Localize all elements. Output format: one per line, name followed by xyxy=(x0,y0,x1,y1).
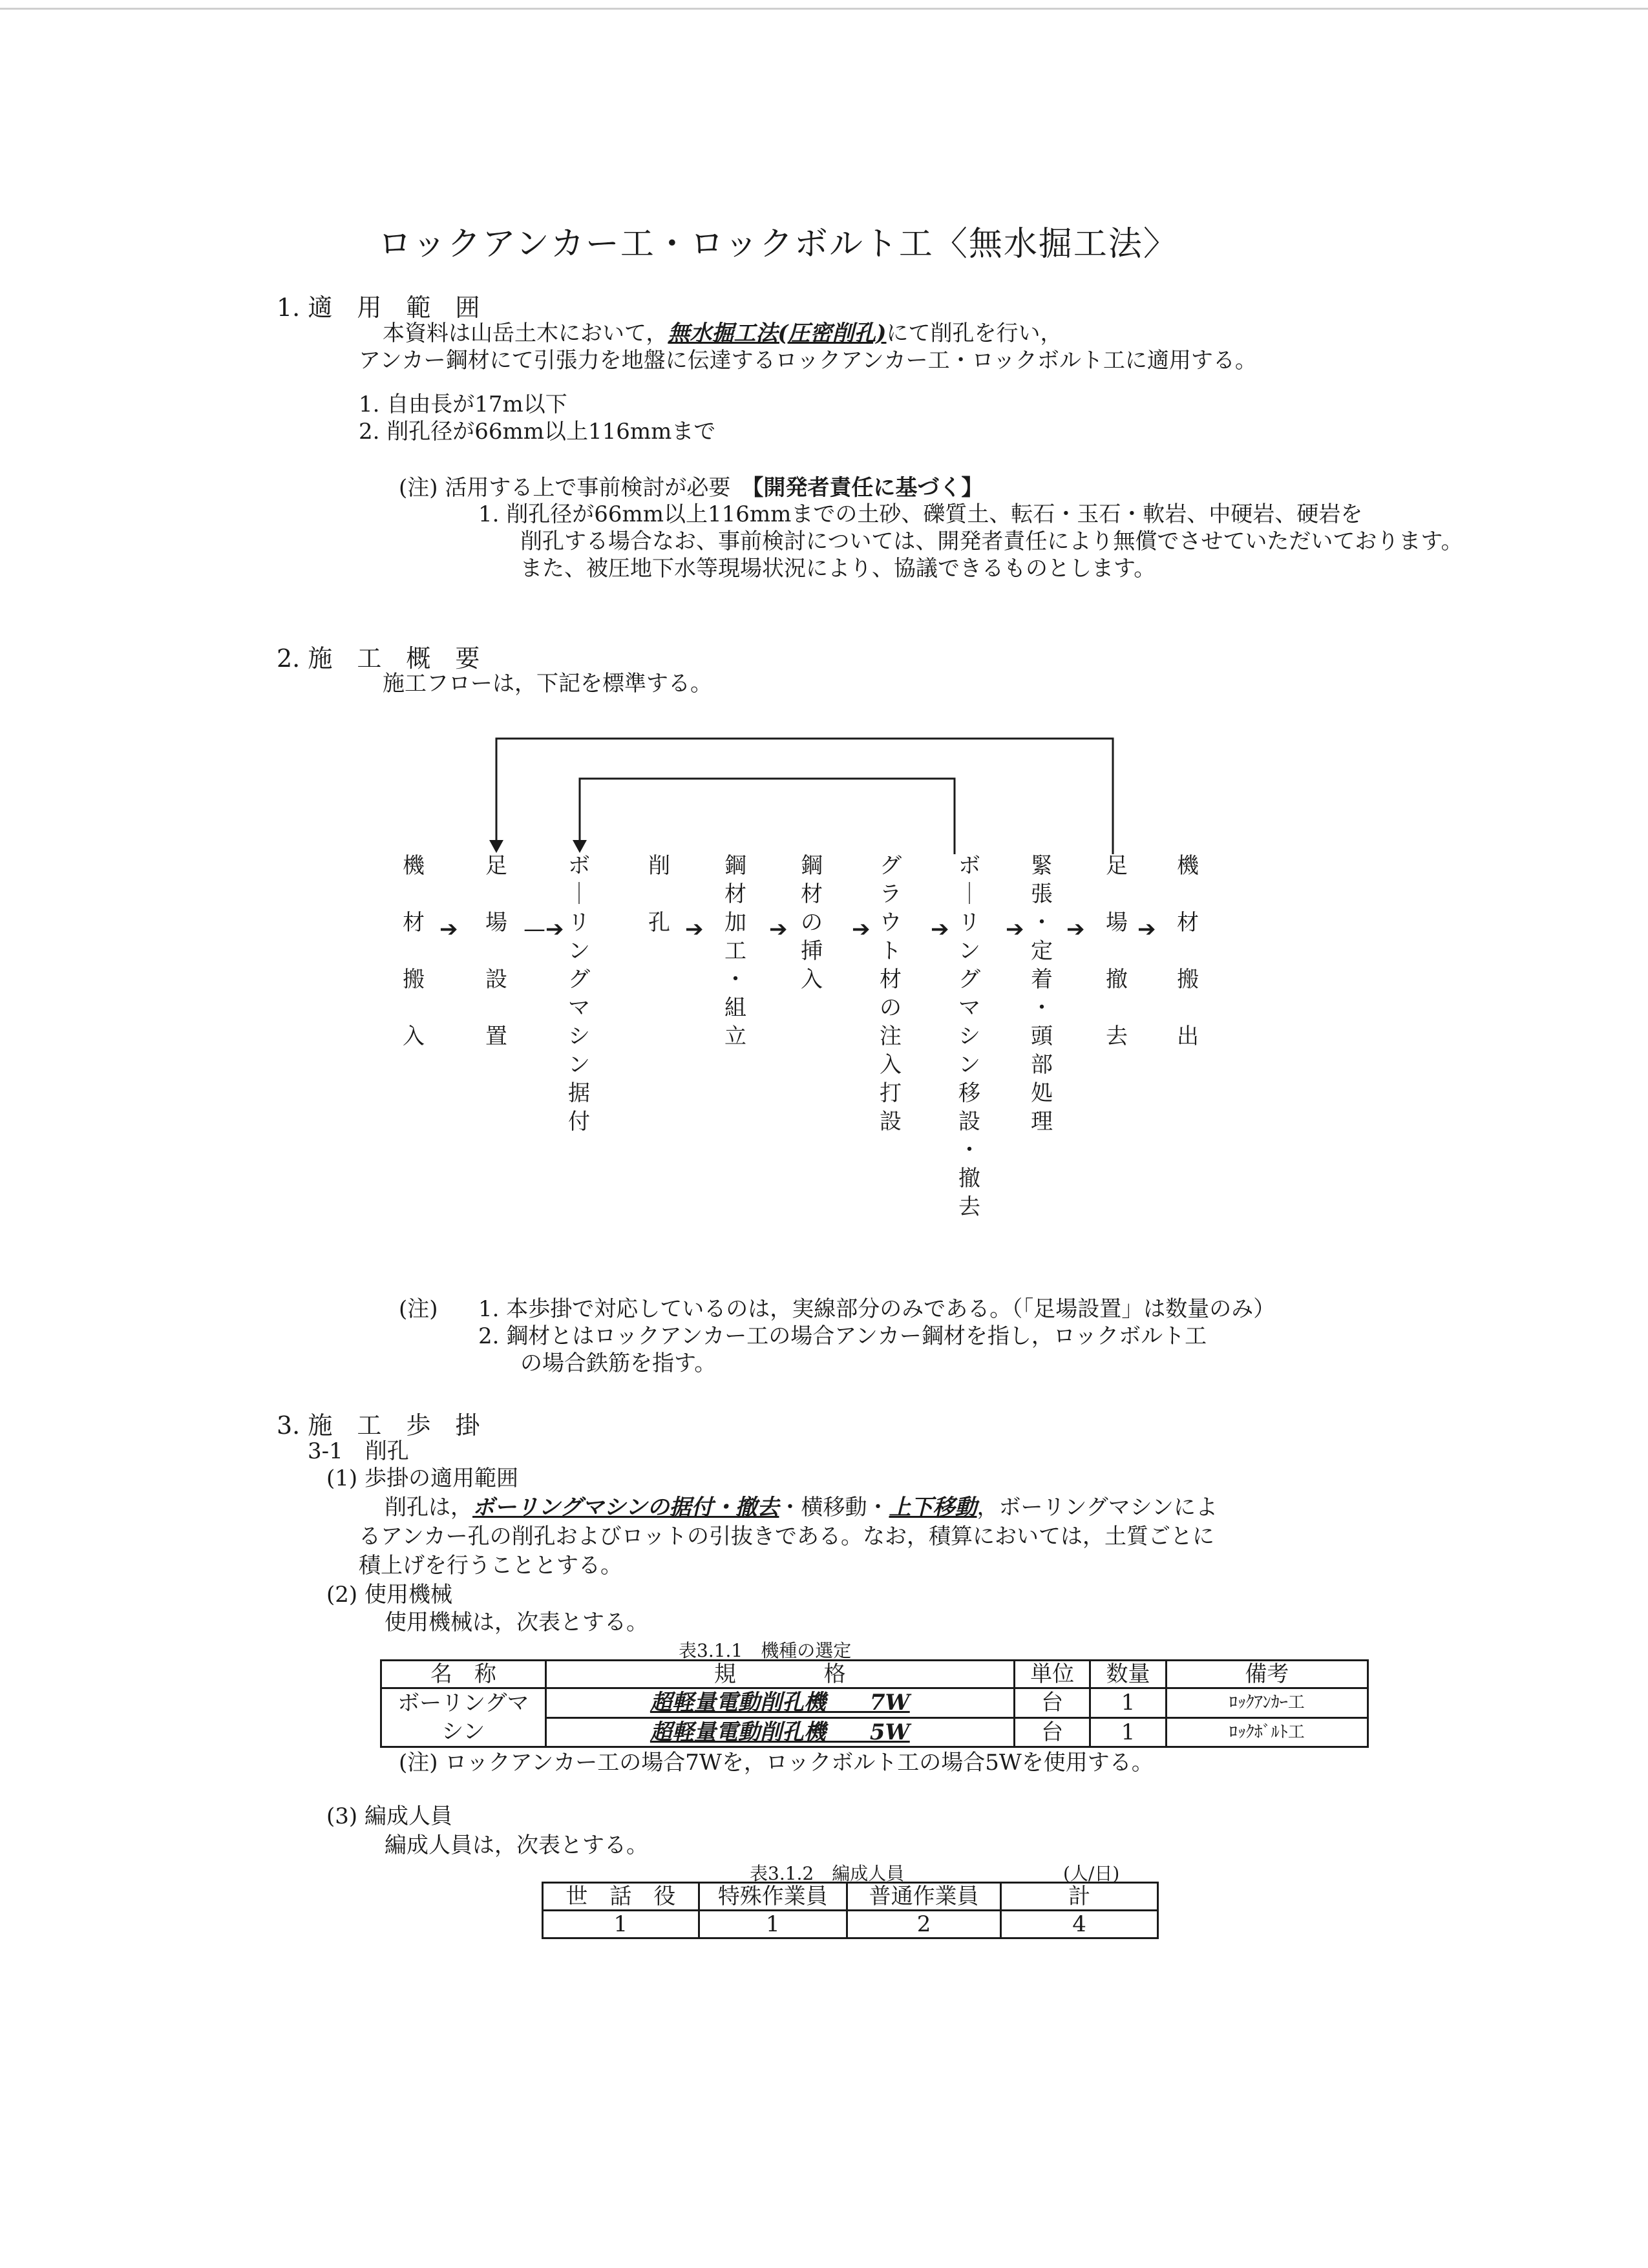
flow-step-char: 材 xyxy=(801,881,823,907)
flow-step-char: 入 xyxy=(880,1052,902,1078)
section2-note-3: の場合鉄筋を指す。 xyxy=(520,1350,717,1376)
section1-note-2: 削孔する場合なお、事前検討については、開発者責任により無償でさせていただいております。 xyxy=(520,529,1463,554)
section1-note-1: 1. 削孔径が66mm以上116mmまでの土砂、礫質土、転石・玉石・軟岩、中硬岩、硬岩を xyxy=(478,501,1363,527)
flow-arrow-3: ➔ xyxy=(685,916,704,942)
section2-intro: 施工フローは，下記を標準する。 xyxy=(383,671,712,697)
flow-step-char: ン xyxy=(568,1052,590,1078)
foreman-count: 1 xyxy=(543,1911,699,1938)
table1-caption: 表3.1.1 機種の選定 xyxy=(679,1640,852,1661)
flow-step-char: 部 xyxy=(1031,1052,1053,1078)
sub1-emphasis-2: 上下移動 xyxy=(889,1495,977,1520)
flow-step-char: 注 xyxy=(880,1024,902,1049)
flow-step-char: ン xyxy=(958,938,980,964)
flow-step-char: 工 xyxy=(724,938,746,964)
machine-table xyxy=(380,1659,1369,1748)
table-row xyxy=(543,1911,1158,1938)
flow-step-char: 定 xyxy=(1031,938,1053,964)
flow-step-char: 立 xyxy=(724,1024,746,1049)
total-count: 4 xyxy=(1001,1911,1158,1938)
flow-step-char: ン xyxy=(568,938,590,964)
scope-item-1: 1. 自由長が17m以下 xyxy=(359,392,567,417)
flow-step-char: 設 xyxy=(958,1109,980,1135)
note-bracket: 【開発者責任に基づく】 xyxy=(752,475,984,501)
flow-step-char: ボ xyxy=(958,853,980,879)
flow-step-char: 理 xyxy=(1031,1109,1053,1135)
flow-step-char: 入 xyxy=(403,1024,425,1049)
flow-step-8 xyxy=(950,852,989,1221)
flow-step-char: 鋼 xyxy=(801,853,823,879)
flow-step-char: グ xyxy=(958,967,980,992)
machine-table-header-row xyxy=(381,1661,1368,1688)
flow-step-char: 足 xyxy=(1106,853,1128,879)
flow-arrow-8: ➔ xyxy=(1066,916,1085,942)
flow-step-char: 去 xyxy=(1106,1024,1128,1049)
th-name: 名 称 xyxy=(381,1661,546,1688)
flow-step-char: 設 xyxy=(880,1109,902,1135)
flow-step-char: ン xyxy=(958,1052,980,1078)
qty-cell: 1 xyxy=(1090,1717,1166,1747)
section2-note-1: 1. 本歩掛で対応しているのは，実線部分のみである。（「足場設置」は数量のみ） xyxy=(478,1296,1276,1322)
flow-step-char: シ xyxy=(958,1024,980,1049)
flow-step-char: 打 xyxy=(880,1080,902,1106)
flow-step-4 xyxy=(640,852,679,965)
sub3-text: 編成人員は，次表とする。 xyxy=(385,1832,648,1858)
note-cell: ﾛｯｸﾎﾞﾙﾄ工 xyxy=(1166,1717,1368,1747)
flow-loop-lines xyxy=(0,0,1648,905)
flow-step-char: ウ xyxy=(880,910,902,936)
th-note: 備考 xyxy=(1166,1661,1368,1688)
section1-note-3: また、被圧地下水等現場状況により、協議できるものとします。 xyxy=(520,556,1156,582)
flow-step-char: 頭 xyxy=(1031,1024,1053,1049)
special-worker-count: 1 xyxy=(699,1911,847,1938)
flow-step-char: 緊 xyxy=(1031,853,1053,879)
staffing-table xyxy=(542,1882,1159,1939)
flow-step-char: 処 xyxy=(1031,1080,1053,1106)
flow-step-char: 機 xyxy=(1177,853,1199,879)
th-spec: 規 格 xyxy=(545,1661,1014,1688)
sub1-line1 xyxy=(385,1489,1218,1521)
flow-step-7 xyxy=(871,852,910,1136)
flow-step-char: 置 xyxy=(485,1024,507,1049)
spec-cell: 超軽量電動削孔機 5W xyxy=(545,1717,1014,1747)
flow-step-char: 設 xyxy=(485,967,507,992)
outer-loop-arrowhead xyxy=(489,840,503,853)
sub1-text-b: ・横移動・ xyxy=(779,1495,889,1520)
sub1-text-c: ，ボーリングマシンによ xyxy=(977,1495,1218,1520)
table2-unit: (人/日) xyxy=(1063,1863,1120,1884)
sub3-heading: (3) 編成人員 xyxy=(326,1803,452,1829)
flow-step-char: 据 xyxy=(568,1080,590,1106)
th-general-worker: 普通作業員 xyxy=(847,1883,1000,1911)
flow-step-char: ・ xyxy=(724,967,746,992)
table-row xyxy=(381,1688,1368,1718)
flow-step-char: 足 xyxy=(485,853,507,879)
note-head-text: (注) 活用する上で事前検討が必要 xyxy=(399,475,731,501)
sub1-text-a: 削孔は， xyxy=(385,1495,472,1520)
spec-cell: 超軽量電動削孔機 7W xyxy=(545,1688,1014,1718)
section1-heading: 1. 適 用 範 囲 xyxy=(277,293,480,322)
inner-loop-line xyxy=(580,779,955,854)
flow-arrow-2: —➔ xyxy=(523,916,564,942)
flow-step-char: 組 xyxy=(724,995,746,1021)
machine-name-cell: ボーリングマシン xyxy=(381,1688,546,1747)
flow-step-char: 搬 xyxy=(1177,967,1199,992)
flow-step-char: の xyxy=(880,995,902,1021)
flow-step-11 xyxy=(1168,852,1207,1079)
flow-step-char: 挿 xyxy=(801,938,823,964)
sub1-emphasis-1: ボーリングマシンの据付・撤去 xyxy=(472,1495,779,1520)
flow-step-char: 削 xyxy=(648,853,670,879)
flow-step-3 xyxy=(560,852,598,1136)
outer-loop-line xyxy=(496,739,1113,854)
p1-text-a: 本資料は山岳土木において， xyxy=(383,320,668,346)
flow-step-char: ボ xyxy=(568,853,590,879)
table1-note: (注) ロックアンカー工の場合7Wを，ロックボルト工の場合5Wを使用する。 xyxy=(399,1750,1154,1776)
flow-step-char: マ xyxy=(958,995,980,1021)
inner-loop-arrowhead xyxy=(573,840,587,853)
flow-step-char: 鋼 xyxy=(724,853,746,879)
flow-step-char: 移 xyxy=(958,1080,980,1106)
flow-step-char: ラ xyxy=(880,881,902,907)
flow-step-char: 張 xyxy=(1031,881,1053,907)
th-foreman: 世 話 役 xyxy=(543,1883,699,1911)
flow-step-char: ・ xyxy=(1031,995,1053,1021)
flow-step-10 xyxy=(1097,852,1136,1079)
th-special-worker: 特殊作業員 xyxy=(699,1883,847,1911)
flow-step-char: ・ xyxy=(958,1137,980,1163)
flow-step-char: リ xyxy=(958,910,980,936)
staffing-header-row xyxy=(543,1883,1158,1911)
flow-step-char: 去 xyxy=(958,1194,980,1220)
flow-step-2 xyxy=(477,852,516,1079)
unit-cell: 台 xyxy=(1014,1688,1090,1718)
flow-arrow-1: ➔ xyxy=(439,916,458,942)
section1-paragraph-line2: アンカー鋼材にて引張力を地盤に伝達するロックアンカー工・ロックボルト工に適用する。 xyxy=(359,348,1257,373)
flow-step-char: 材 xyxy=(880,967,902,992)
flow-step-char: シ xyxy=(568,1024,590,1049)
th-qty: 数量 xyxy=(1090,1661,1166,1688)
flow-step-9 xyxy=(1022,852,1061,1136)
flow-step-char: ・ xyxy=(1031,910,1053,936)
flow-arrow-4: ➔ xyxy=(769,916,788,942)
flow-arrow-6: ➔ xyxy=(931,916,949,942)
flow-arrow-7: ➔ xyxy=(1006,916,1024,942)
flow-step-char: 機 xyxy=(403,853,425,879)
table2-caption: 表3.1.2 編成人員 xyxy=(750,1863,905,1884)
flow-step-char: 材 xyxy=(724,881,746,907)
flow-step-char: 付 xyxy=(568,1109,590,1135)
flow-step-char: マ xyxy=(568,995,590,1021)
flow-step-char: 撤 xyxy=(1106,967,1128,992)
section3-subheading: 3-1 削孔 xyxy=(308,1438,409,1464)
flow-step-char: 材 xyxy=(1177,910,1199,936)
scope-item-2: 2. 削孔径が66mm以上116mmまで xyxy=(359,419,716,445)
section2-note-2: 2. 鋼材とはロックアンカー工の場合アンカー鋼材を指し，ロックボルト工 xyxy=(478,1323,1207,1349)
page-title: ロックアンカー工・ロックボルト工〈無水掘工法〉 xyxy=(378,225,1178,264)
p1-emphasis: 無水掘工法(圧密削孔) xyxy=(668,320,887,346)
flow-step-char: 搬 xyxy=(403,967,425,992)
qty-cell: 1 xyxy=(1090,1688,1166,1718)
sub2-text: 使用機械は，次表とする。 xyxy=(385,1610,648,1635)
th-total: 計 xyxy=(1001,1883,1158,1911)
flow-step-6 xyxy=(792,852,831,994)
flow-arrow-9: ➔ xyxy=(1137,916,1156,942)
flow-step-5 xyxy=(716,852,755,1051)
section3-heading: 3. 施 工 歩 掛 xyxy=(277,1411,480,1440)
flow-step-char: の xyxy=(801,910,823,936)
flow-step-char: 出 xyxy=(1177,1024,1199,1049)
sub1-heading: (1) 歩掛の適用範囲 xyxy=(326,1465,518,1491)
note-cell: ﾛｯｸｱﾝｶｰ工 xyxy=(1166,1688,1368,1718)
flow-step-char: 材 xyxy=(403,910,425,936)
flow-step-char: 入 xyxy=(801,967,823,992)
flow-step-char: 着 xyxy=(1031,967,1053,992)
section2-note-label: (注) xyxy=(399,1296,438,1322)
p1-text-b: にて削孔を行い， xyxy=(886,320,1062,346)
sub2-heading: (2) 使用機械 xyxy=(326,1582,452,1608)
flow-step-char: グ xyxy=(880,853,902,879)
flow-step-char: ｜ xyxy=(568,881,590,907)
section2-heading: 2. 施 工 概 要 xyxy=(277,644,480,673)
flow-step-char: 孔 xyxy=(648,910,670,936)
flow-step-char: グ xyxy=(568,967,590,992)
sub1-line3: 積上げを行うこととする。 xyxy=(359,1553,622,1579)
th-unit: 単位 xyxy=(1014,1661,1090,1688)
unit-cell: 台 xyxy=(1014,1717,1090,1747)
flow-step-char: ト xyxy=(880,938,902,964)
flow-step-char: 場 xyxy=(1106,910,1128,936)
flow-arrow-5: ➔ xyxy=(852,916,871,942)
flow-step-char: 加 xyxy=(724,910,746,936)
flow-step-char: リ xyxy=(568,910,590,936)
general-worker-count: 2 xyxy=(847,1911,1000,1938)
flow-step-char: 撤 xyxy=(958,1166,980,1192)
flow-step-1 xyxy=(394,852,433,1079)
sub1-line2: るアンカー孔の削孔およびロットの引抜きである。なお，積算においては，土質ごとに xyxy=(359,1524,1214,1549)
flow-step-char: 場 xyxy=(485,910,507,936)
flow-step-char: ｜ xyxy=(958,881,980,907)
